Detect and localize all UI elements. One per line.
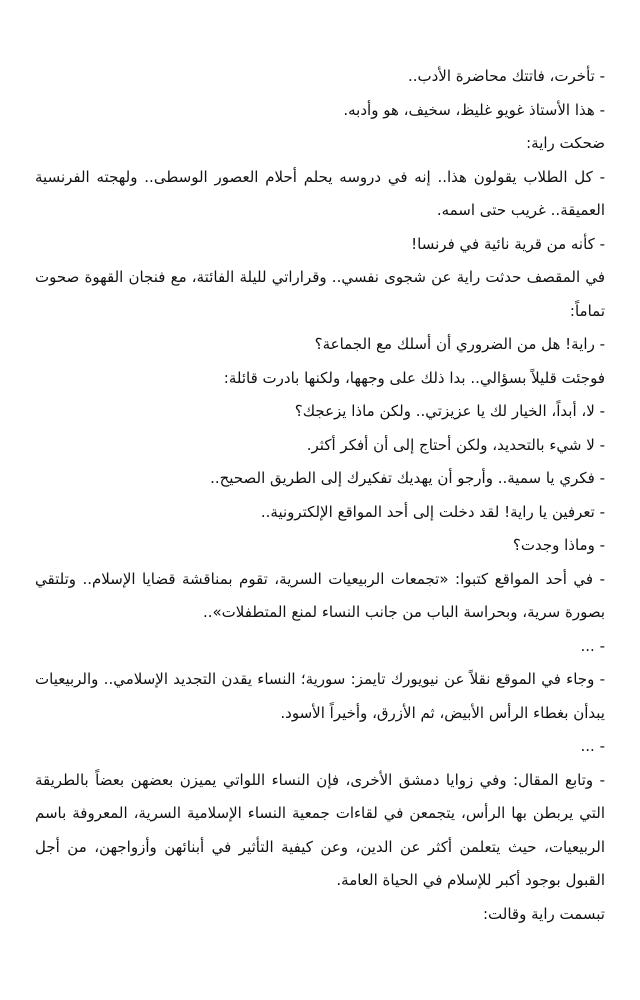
paragraph-10: - لا شيء بالتحديد، ولكن أحتاج إلى أن أفكر أكثر.	[306, 435, 605, 454]
paragraph-19: تبسمت راية وقالت:	[483, 904, 605, 923]
paragraph-8: فوجئت قليلاً بسؤالي.. بدا ذلك على وجهها، ولكنها بادرت قائلة:	[223, 368, 605, 387]
paragraph-11: - فكري يا سمية.. وأرجو أن يهديك تفكيرك إلى الطريق الصحيح..	[210, 469, 605, 487]
paragraph-1: - تأخرت، فاتتك محاضرة الأدب..	[407, 67, 605, 85]
paragraph-13: - وماذا وجدت؟	[512, 536, 605, 554]
paragraph-7: - راية! هل من الضروري أن أسلك مع الجماعة؟	[314, 335, 605, 353]
paragraph-9: - لا، أبداً، الخيار لك يا عزيزتي.. ولكن ماذا يزعجك؟	[294, 402, 605, 420]
paragraph-5: - كأنه من قرية نائية في فرنسا!	[411, 234, 605, 253]
paragraph-4: - كل الطلاب يقولون هذا.. إنه في دروسه يحلم أحلام العصور الوسطى.. ولهجته الفرنسية العميقة.. غريب حتى اسمه.	[35, 167, 605, 219]
paragraph-2: - هذا الأستاذ غويو غليظ، سخيف، هو وأدبه.	[343, 100, 605, 119]
paragraph-12: - تعرفين يا راية! لقد دخلت إلى أحد المواقع الإلكترونية..	[260, 502, 605, 521]
document-text	[35, 60, 615, 931]
paragraph-15: - ...	[580, 636, 605, 655]
paragraph-3: ضحكت راية:	[526, 134, 605, 152]
paragraph-18: - وتابع المقال: وفي زوايا دمشق الأخرى، فإن النساء اللواتي يميزن بعضهن بعضاً بالطريقة التي يربطن بها الرأس، يتجمعن في لقاءات جمعية النساء الإسلامية السرية، المعروفة باسم الربيعيات، حيث يتعلمن أكثر عن الدين، وعن كيفية التأثير في أبنائهن وأزواجهن، من أجل القبول بوجود أكبر للإسلام في الحياة العامة.	[35, 770, 605, 889]
paragraph-17: - ...	[580, 737, 605, 755]
paragraph-16: - وجاء في الموقع نقلاً عن نيويورك تايمز: سورية؛ النساء يقدن التجديد الإسلامي.. والربيعيات يبدأن بغطاء الرأس الأبيض، ثم الأزرق، وأخيراً الأسود.	[35, 670, 605, 722]
paragraph-14: - في أحد المواقع كتبوا: «تجمعات الربيعيات السرية، تقوم بمناقشة قضايا الإسلام.. وتلتقي بصورة سرية، وبحراسة الباب من جانب النساء لمنع المتطفلات»..	[35, 569, 605, 621]
paragraph-6: في المقصف حدثت راية عن شجوى نفسي.. وقراراتي لليلة الفائتة، مع فنجان القهوة صحوت تماماً:	[35, 268, 605, 320]
